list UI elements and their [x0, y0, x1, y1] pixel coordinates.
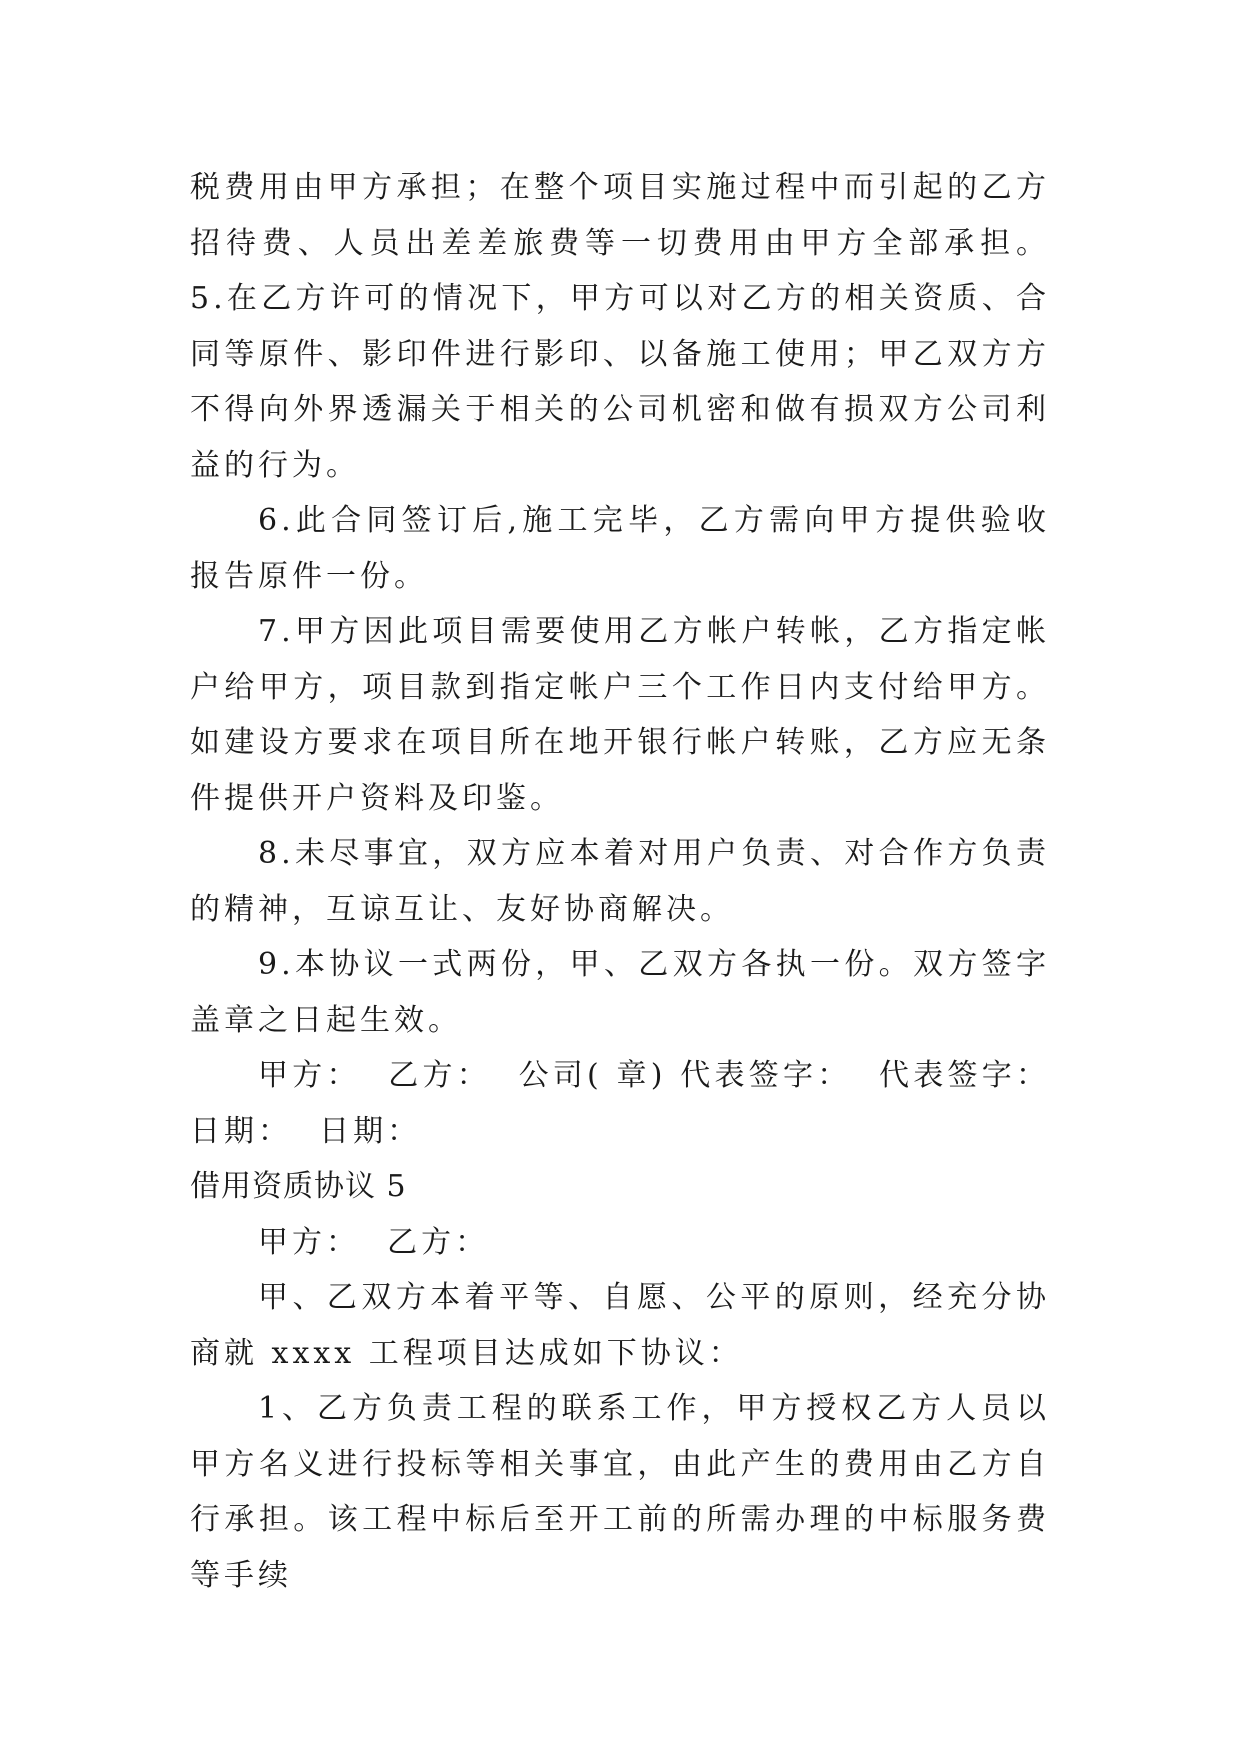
- paragraph-clause-6: 6.此合同签订后,施工完毕，乙方需向甲方提供验收报告原件一份。: [190, 503, 1050, 594]
- document-body: [190, 160, 1078, 1603]
- paragraph-clause-8: 8.未尽事宜，双方应本着对用户负责、对合作方负责的精神，互谅互让、友好协商解决。: [190, 836, 1050, 927]
- signature-block: 甲方： 乙方： 公司( 章) 代表签字： 代表签字： 日期： 日期：: [190, 1058, 1078, 1149]
- paragraph-clause-7: 7.甲方因此项目需要使用乙方帐户转帐，乙方指定帐户给甲方，项目款到指定帐户三个工作日内支付给甲方。如建设方要求在项目所在地开银行帐户转账，乙方应无条件提供开户资料及印鉴。: [190, 614, 1050, 816]
- paragraph-clause-9: 9.本协议一式两份，甲、乙双方各执一份。双方签字盖章之日起生效。: [190, 947, 1050, 1038]
- parties-line: 甲方： 乙方：: [258, 1224, 490, 1260]
- paragraph-continued-clause: 税费用由甲方承担；在整个项目实施过程中而引起的乙方招待费、人员出差差旅费等一切费用由甲方全部承担。 5.在乙方许可的情况下，甲方可以对乙方的相关资质、合同等原件、影印件进行影印、以备施工使用；甲乙双方方不得向外界透漏关于相关的公司机密和做有损双方公司利益的行为。: [190, 170, 1064, 483]
- paragraph-clause-1: 1、乙方负责工程的联系工作，甲方授权乙方人员以甲方名义进行投标等相关事宜，由此产生的费用由乙方自行承担。该工程中标后至开工前的所需办理的中标服务费等手续: [190, 1391, 1050, 1593]
- section-title: 借用资质协议 5: [190, 1169, 407, 1204]
- paragraph-preamble: 甲、乙双方本着平等、自愿、公平的原则，经充分协商就 xxxx 工程项目达成如下协议：: [190, 1280, 1050, 1371]
